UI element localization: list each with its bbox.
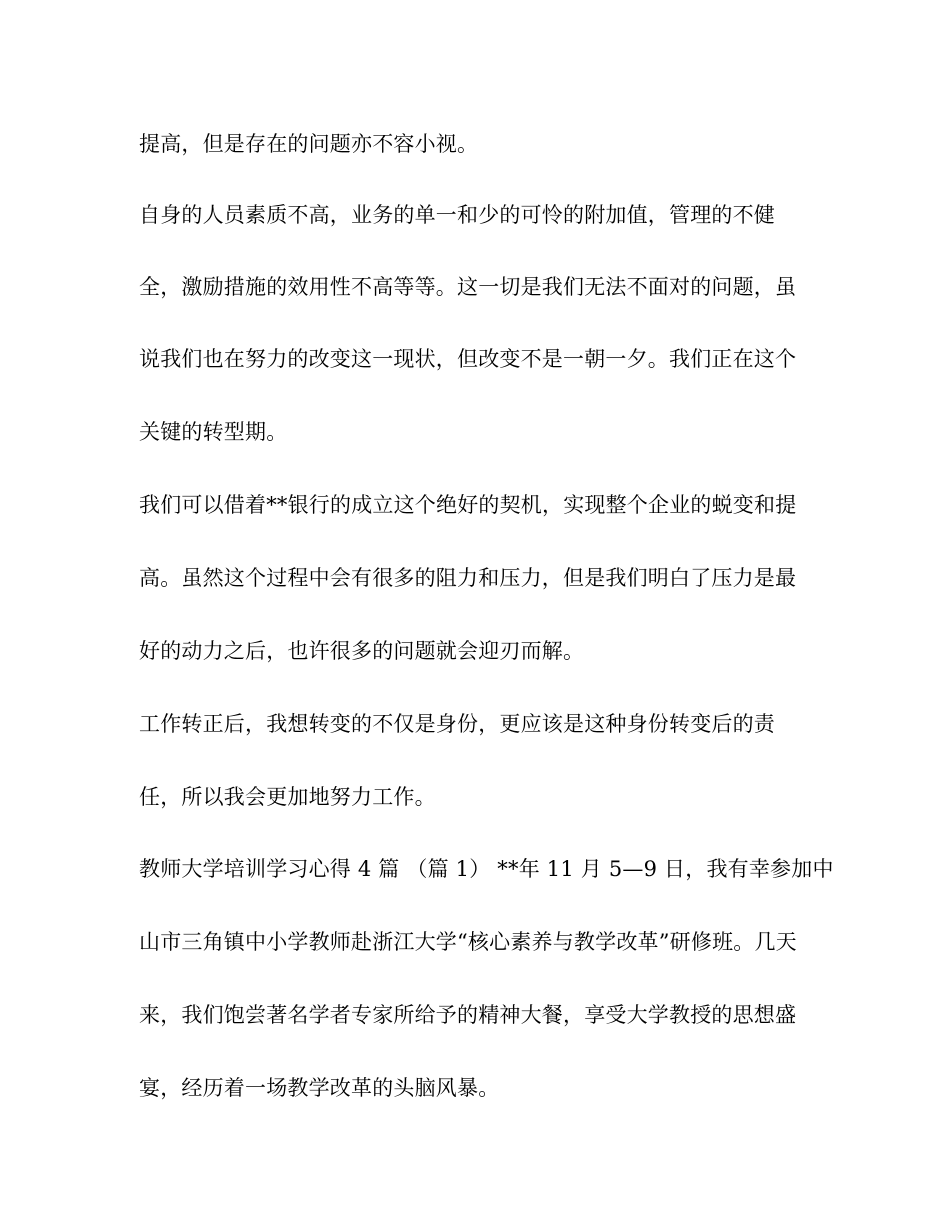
text-line: 我们可以借着**银行的成立这个绝好的契机，实现整个企业的蜕变和提 <box>139 493 797 517</box>
text-line: 好的动力之后，也许很多的问题就会迎刃而解。 <box>139 639 585 663</box>
text-line: 来，我们饱尝著名学者专家所给予的精神大餐，享受大学教授的思想盛 <box>139 1003 797 1027</box>
text-line: 关键的转型期。 <box>139 420 288 444</box>
text-line: 说我们也在努力的改变这一现状，但改变不是一朝一夕。我们正在这个 <box>139 347 797 371</box>
text-line: 全，激励措施的效用性不高等等。这一切是我们无法不面对的问题，虽 <box>139 275 797 299</box>
text-line: 教师大学培训学习心得 4 篇 （篇 1） **年 11 月 5—9 日，我有幸参加中 <box>139 857 834 881</box>
text-line: 高。虽然这个过程中会有很多的阻力和压力，但是我们明白了压力是最 <box>139 566 797 590</box>
text-line: 任，所以我会更加地努力工作。 <box>139 785 436 809</box>
text-line: 自身的人员素质不高，业务的单一和少的可怜的附加值，管理的不健 <box>139 203 775 227</box>
text-line: 宴，经历着一场教学改革的头脑风暴。 <box>139 1076 500 1100</box>
text-line: 提高，但是存在的问题亦不容小视。 <box>139 132 479 156</box>
text-line: 工作转正后，我想转变的不仅是身份，更应该是这种身份转变后的责 <box>139 712 775 736</box>
text-line: 山市三角镇中小学教师赴浙江大学“核心素养与教学改革”研修班。几天 <box>139 930 797 954</box>
